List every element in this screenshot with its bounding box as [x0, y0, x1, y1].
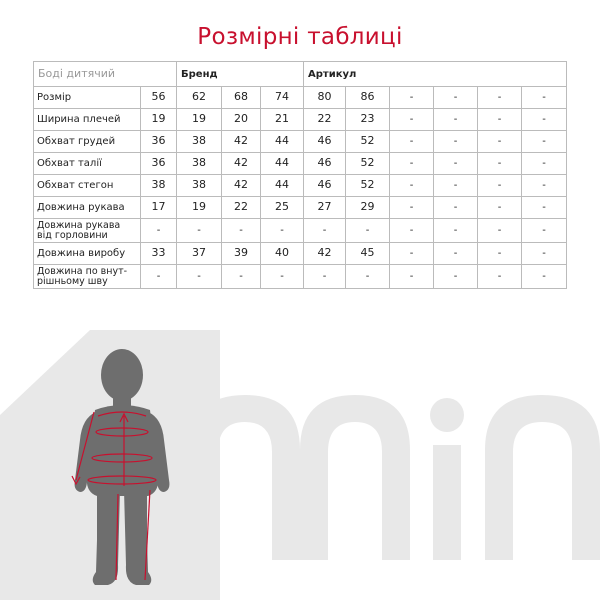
size-value-cell: 39 — [222, 243, 261, 265]
size-value-cell: - — [304, 219, 346, 243]
size-value-cell: 17 — [141, 197, 177, 219]
size-value-cell: - — [141, 219, 177, 243]
size-value-cell: - — [177, 219, 222, 243]
size-value-cell: 38 — [177, 131, 222, 153]
size-value-cell: - — [434, 175, 478, 197]
row-label: Довжина виробу — [34, 243, 141, 265]
size-value-cell: 74 — [261, 87, 304, 109]
size-value-cell: 25 — [261, 197, 304, 219]
size-value-cell: 46 — [304, 131, 346, 153]
row-label: Ширина плечей — [34, 109, 141, 131]
size-value-cell: 20 — [222, 109, 261, 131]
size-value-cell: - — [304, 265, 346, 289]
size-value-cell: 21 — [261, 109, 304, 131]
size-value-cell: 86 — [346, 87, 390, 109]
product-name: Боді дитячий — [34, 62, 177, 87]
size-value-cell: - — [522, 243, 567, 265]
size-value-cell: - — [522, 153, 567, 175]
size-value-cell: - — [390, 243, 434, 265]
page-title: Розмірні таблиці — [197, 24, 403, 50]
size-value-cell: - — [390, 131, 434, 153]
logo-m-right-arch — [300, 395, 410, 560]
size-value-cell: - — [390, 265, 434, 289]
size-value-cell: 42 — [222, 131, 261, 153]
size-value-cell: - — [434, 219, 478, 243]
row-label: Розмір — [34, 87, 141, 109]
size-value-cell: - — [522, 175, 567, 197]
size-value-cell: 22 — [222, 197, 261, 219]
size-value-cell: 19 — [177, 197, 222, 219]
article-header: Артикул — [304, 62, 567, 87]
size-value-cell: 80 — [304, 87, 346, 109]
size-value-cell: - — [261, 219, 304, 243]
size-value-cell: 44 — [261, 175, 304, 197]
size-value-cell: - — [478, 197, 522, 219]
size-value-cell: - — [390, 219, 434, 243]
measurement-illustration — [0, 300, 600, 600]
table-row — [34, 131, 567, 153]
size-value-cell: 40 — [261, 243, 304, 265]
table-header-row — [34, 62, 567, 87]
row-label: Обхват стегон — [34, 175, 141, 197]
row-label-line: рішньому шву — [37, 275, 108, 287]
size-value-cell: - — [522, 219, 567, 243]
size-value-cell: 46 — [304, 175, 346, 197]
size-value-cell: - — [434, 243, 478, 265]
size-value-cell: 52 — [346, 131, 390, 153]
size-value-cell: 27 — [304, 197, 346, 219]
table-row — [34, 265, 567, 289]
table-row — [34, 153, 567, 175]
size-value-cell: - — [522, 87, 567, 109]
row-label: Обхват талії — [34, 153, 141, 175]
size-value-cell: - — [141, 265, 177, 289]
row-label-line: від горловини — [37, 229, 108, 241]
size-value-cell: - — [390, 175, 434, 197]
size-value-cell: 22 — [304, 109, 346, 131]
row-label — [34, 219, 141, 243]
size-value-cell: 38 — [177, 175, 222, 197]
size-value-cell: 68 — [222, 87, 261, 109]
size-value-cell: - — [346, 219, 390, 243]
size-value-cell: - — [434, 87, 478, 109]
size-value-cell: - — [478, 153, 522, 175]
size-value-cell: - — [434, 197, 478, 219]
size-value-cell: 33 — [141, 243, 177, 265]
table-row — [34, 109, 567, 131]
size-value-cell: - — [522, 131, 567, 153]
logo-i-stem — [433, 445, 461, 560]
table-row — [34, 243, 567, 265]
size-value-cell: - — [478, 219, 522, 243]
size-value-cell: 52 — [346, 175, 390, 197]
table-row — [34, 197, 567, 219]
figure-head — [101, 349, 143, 401]
size-value-cell: - — [478, 265, 522, 289]
size-value-cell: - — [522, 109, 567, 131]
brand-header: Бренд — [177, 62, 304, 87]
size-value-cell: - — [434, 131, 478, 153]
row-label: Обхват грудей — [34, 131, 141, 153]
row-label-line: Довжина по внут- — [37, 266, 128, 277]
table-row — [34, 219, 567, 243]
size-value-cell: - — [522, 265, 567, 289]
size-value-cell: - — [390, 87, 434, 109]
size-value-cell: 42 — [222, 175, 261, 197]
size-value-cell: - — [478, 109, 522, 131]
size-value-cell: 62 — [177, 87, 222, 109]
size-value-cell: - — [478, 175, 522, 197]
logo-i-dot — [430, 398, 464, 432]
size-value-cell: - — [522, 197, 567, 219]
size-value-cell: 56 — [141, 87, 177, 109]
size-value-cell: - — [346, 265, 390, 289]
size-value-cell: - — [222, 265, 261, 289]
size-value-cell: 36 — [141, 153, 177, 175]
size-value-cell: - — [222, 219, 261, 243]
size-value-cell: 52 — [346, 153, 390, 175]
size-value-cell: 42 — [304, 243, 346, 265]
size-table — [33, 61, 567, 289]
logo-n-arch — [485, 395, 600, 560]
size-value-cell: 42 — [222, 153, 261, 175]
row-label — [34, 265, 141, 289]
row-label-line: Довжина рукава — [37, 220, 121, 231]
table-row — [34, 87, 567, 109]
size-value-cell: 19 — [141, 109, 177, 131]
size-value-cell: - — [390, 109, 434, 131]
size-value-cell: - — [390, 197, 434, 219]
size-value-cell: - — [434, 265, 478, 289]
size-value-cell: 38 — [141, 175, 177, 197]
size-value-cell: 44 — [261, 153, 304, 175]
size-value-cell: - — [478, 87, 522, 109]
size-value-cell: - — [478, 243, 522, 265]
size-value-cell: 36 — [141, 131, 177, 153]
size-value-cell: 19 — [177, 109, 222, 131]
logo-m-left-arch — [190, 395, 300, 560]
size-value-cell: 46 — [304, 153, 346, 175]
table-row — [34, 175, 567, 197]
size-value-cell: - — [434, 153, 478, 175]
size-value-cell: - — [261, 265, 304, 289]
size-value-cell: 45 — [346, 243, 390, 265]
size-value-cell: - — [177, 265, 222, 289]
row-label: Довжина рукава — [34, 197, 141, 219]
size-value-cell: - — [434, 109, 478, 131]
size-value-cell: 44 — [261, 131, 304, 153]
logo-text: min — [0, 300, 2, 301]
size-value-cell: - — [390, 153, 434, 175]
size-value-cell: 29 — [346, 197, 390, 219]
size-value-cell: 23 — [346, 109, 390, 131]
size-value-cell: 38 — [177, 153, 222, 175]
size-value-cell: - — [478, 131, 522, 153]
size-value-cell: 37 — [177, 243, 222, 265]
